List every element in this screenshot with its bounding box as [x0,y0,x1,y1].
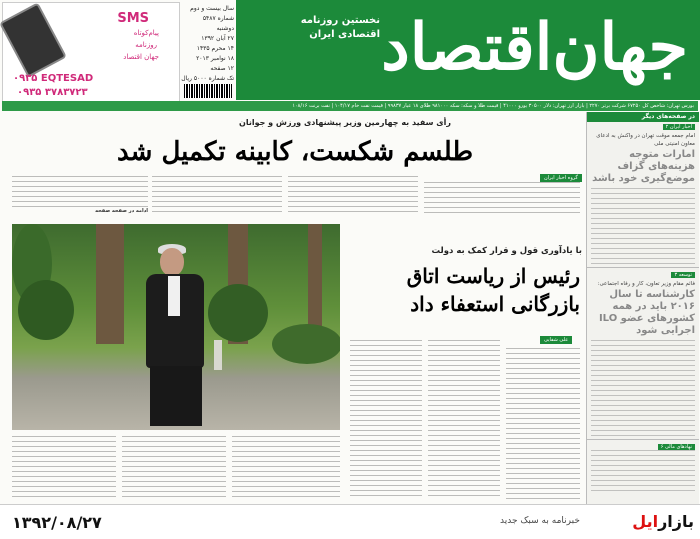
group-tag: گروه اخبار ایران [540,174,582,182]
article-text-column [506,348,580,500]
footer-tagline: خبرنامه به سبک جدید [500,516,580,526]
masthead-subtitle-line: اقتصادی ایران [309,29,380,40]
sidebar-kicker: امام جمعه موقت تهران در واکنش به ادعای معاون امنیتی ملی [596,133,695,147]
person-figure [160,248,184,276]
article-text-column [152,176,282,216]
issue-date-hijri: ۱۴ محرم ۱۴۳۵ [196,45,234,52]
sms-advertisement[interactable] [2,2,180,102]
person-figure [150,366,202,426]
sub-headline[interactable]: رئیس از ریاست اتاق بازرگانی استعفاء داد [406,264,580,316]
market-info-strip: بورس تهران: شاخص کل ۶۷۲۵۰ شرکت برتر ۲۲۷۰ | بازار ارز تهران: دلار ۳۰۵۰۰ یورو ۴۱۰۰۰ | قیمت طلا و سکه: سکه ۹۸۱۰۰۰ طلای ۱۸ عیار ۹۹۸۳۷ | قیمت نفت خام ۱۰۴/۱۷ | نفت برنت ۱۰۸/۱۶ [2,101,698,111]
article-text-column [12,176,148,208]
sidebar-body-text [591,340,695,436]
phone-icon [0,2,67,77]
logo-main-text: بازار [658,512,694,531]
issue-date-gregorian: ۱۸ نوامبر ۲۰۱۳ [196,55,234,62]
article-text-column [12,436,116,500]
issue-year: سال بیست و دوم [190,5,234,12]
masthead-subtitle-line: نخستین روزنامه [300,15,380,26]
sub-kicker: با یادآوری قول و قرار کمک به دولت [431,246,582,256]
article-text-column [232,436,340,500]
issue-date: ۱۳۹۲/۰۸/۲۷ [12,513,102,532]
section-tag[interactable]: ۶ نهادهای مالی [658,444,695,450]
ad-sms-label: SMS [117,11,149,26]
sidebar-body-text [591,188,695,264]
article-text-column [350,340,422,500]
article-text-column [122,436,226,500]
sidebar-body-text [591,450,695,494]
section-tag[interactable]: ۲ اخبار ایران [663,124,695,130]
ad-number: ۰۹۳۵ ۳۷۸۳۷۲۳ [17,87,88,98]
issue-price: تک شماره ۵۰۰۰ ریال [181,75,234,82]
byline: ادامه در صفحه صفحه [95,208,148,214]
article-text-column [428,340,500,500]
person-figure [168,276,180,316]
masthead [236,0,700,100]
main-headline[interactable]: طلسم شکست، کابینه تکمیل شد [116,137,474,167]
ad-line: جهان اقتصاد [123,53,159,61]
logo-accent-text: ایل [632,512,659,531]
sidebar-headline[interactable]: امارات متوجه هزینه‌های گزاف موضع‌گیری خود باشد [592,149,695,184]
sidebar-other-pages [586,112,699,532]
sidebar-header: در صفحه‌های دیگر [587,112,699,122]
ad-line: روزنامه [135,41,157,49]
site-logo-text [632,511,694,533]
article-text-column [288,176,418,216]
newspaper-logo: جهان‌اقتصاد [381,10,688,85]
barcode-icon [184,84,232,98]
sidebar-section [587,267,699,436]
main-kicker: رأی سفید به چهارمین وزیر پیشنهادی ورزش و جوانان [239,118,451,127]
author-tag: علی شفایی [540,336,572,344]
site-logo[interactable] [610,511,694,535]
sidebar-kicker: فائم مقام وزیر تعاون، کار و رفاه اجتماعی: [597,281,695,287]
section-tag[interactable]: ۳ توسعه [671,272,695,278]
sidebar-headline[interactable]: کارشناسه تا سال ۲۰۱۶ باید در همه کشورهای عضو ILO اجرایی شود [598,289,695,336]
issue-weekday: دوشنبه [216,25,234,32]
issue-number: شماره ۵۴۸۷ [202,15,234,22]
lamp-post [214,340,222,370]
issue-date-persian: ۲۷ آبان ۱۳۹۲ [201,35,234,42]
issue-pages: ۱۲ صفحه [210,65,234,72]
ad-line: پیام‌کوتاه [133,29,159,37]
footer-bar [0,504,700,539]
ad-code: ۰۹۳۵ EQTESAD [13,73,94,84]
article-text-column [424,182,580,216]
sidebar-section [587,439,699,494]
masthead-subtitle [250,14,380,42]
